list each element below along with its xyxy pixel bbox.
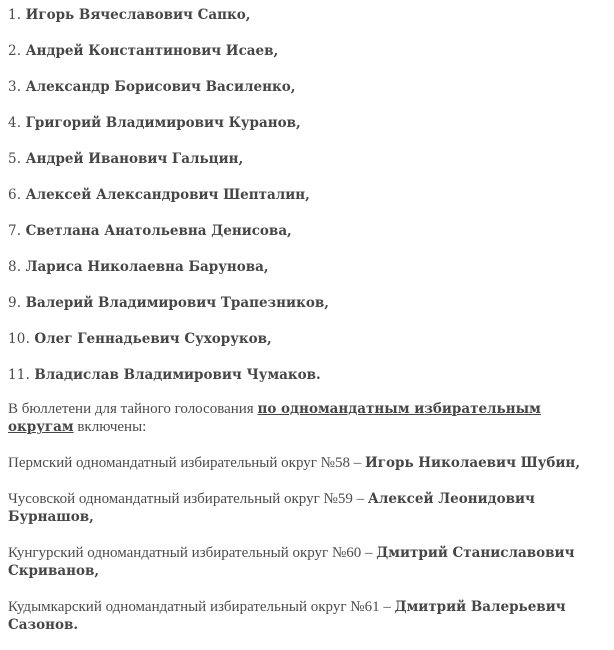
- item-number: 4.: [8, 115, 22, 131]
- district-paragraph: [8, 544, 608, 580]
- item-number: 3.: [8, 79, 22, 95]
- list-item: [8, 252, 606, 288]
- list-item: [8, 72, 606, 108]
- list-item: [8, 180, 606, 216]
- district-label: Чусовской одномандатный избирательный округ №59 –: [8, 491, 368, 507]
- district-paragraph: [8, 454, 608, 472]
- item-number: 5.: [8, 151, 22, 167]
- district-label: Пермский одномандатный избирательный округ №58 –: [8, 455, 365, 471]
- list-item: [8, 216, 606, 252]
- candidate-name: Андрей Константинович Исаев,: [25, 43, 279, 59]
- district-candidate: Дмитрий Валерьевич Сазонов.: [8, 599, 566, 633]
- list-item: [8, 288, 606, 324]
- candidate-name: Владислав Владимирович Чумаков.: [34, 367, 321, 383]
- candidate-name: Лариса Николаевна Барунова,: [25, 259, 269, 275]
- item-number: 6.: [8, 187, 22, 203]
- item-number: 1.: [8, 7, 22, 23]
- candidate-name: Андрей Иванович Гальцин,: [25, 151, 244, 167]
- list-item: [8, 144, 606, 180]
- single-member-districts-link[interactable]: по одномандатным избирательным округам: [8, 401, 541, 435]
- district-candidate: Игорь Николаевич Шубин,: [364, 455, 581, 471]
- list-item: [8, 0, 606, 36]
- district-candidate: Дмитрий Станиславович Скриванов,: [8, 545, 575, 579]
- list-item: [8, 360, 606, 396]
- item-number: 9.: [8, 295, 22, 311]
- item-number: 10.: [8, 331, 31, 347]
- list-item: [8, 108, 606, 144]
- district-paragraph: [8, 490, 568, 526]
- item-number: 7.: [8, 223, 22, 239]
- intro-suffix: включены:: [73, 419, 147, 435]
- candidate-name: Олег Геннадьевич Сухоруков,: [34, 331, 272, 347]
- list-item: [8, 324, 606, 360]
- item-number: 8.: [8, 259, 22, 275]
- party-list: [8, 0, 606, 396]
- candidate-name: Григорий Владимирович Куранов,: [25, 115, 301, 131]
- candidate-name: Алексей Александрович Шепталин,: [25, 187, 310, 203]
- item-number: 2.: [8, 43, 22, 59]
- intro-prefix: В бюллетени для тайного голосования: [8, 401, 258, 417]
- candidate-name: Игорь Вячеславович Сапко,: [25, 7, 251, 23]
- district-paragraph: [8, 598, 588, 634]
- district-candidate: Алексей Леонидович Бурнашов,: [8, 491, 535, 525]
- candidate-name: Александр Борисович Василенко,: [25, 79, 296, 95]
- district-label: Кудымкарский одномандатный избирательный округ №61 –: [8, 599, 395, 615]
- candidate-name: Валерий Владимирович Трапезников,: [25, 295, 329, 311]
- list-item: [8, 36, 606, 72]
- candidate-name: Светлана Анатольевна Денисова,: [25, 223, 292, 239]
- item-number: 11.: [8, 367, 31, 383]
- district-label: Кунгурский одномандатный избирательный округ №60 –: [8, 545, 377, 561]
- intro-paragraph: [8, 400, 568, 436]
